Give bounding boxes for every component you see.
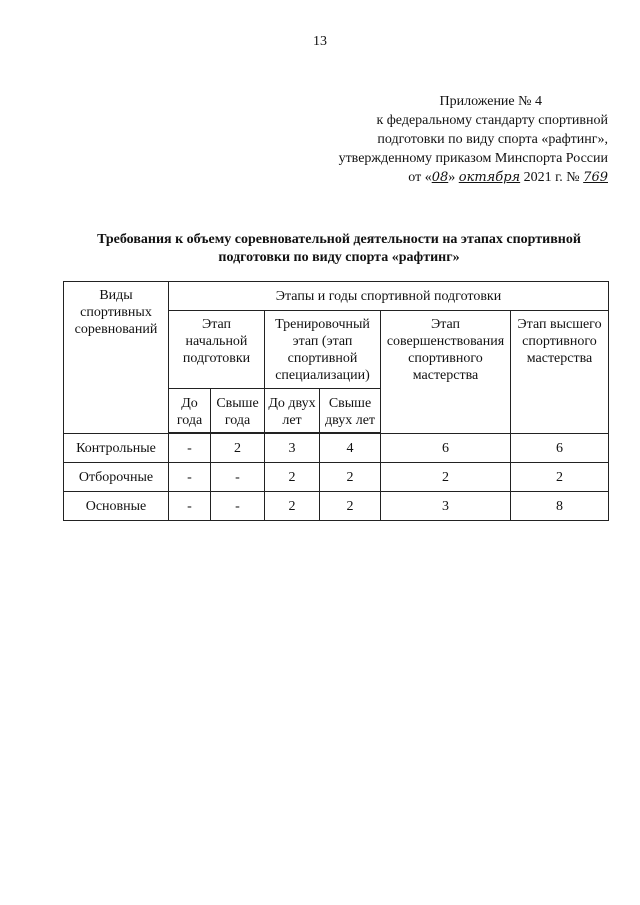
appendix-line: к федеральному стандарту спортивной <box>376 113 608 128</box>
table-cell: - <box>211 463 265 492</box>
table-cell: 4 <box>320 434 381 463</box>
table-cell: - <box>169 463 211 492</box>
header-stage-improvement: Этап совершенствования спортивного мастерства <box>381 311 511 434</box>
header-stage-initial: Этап начальной подготовки <box>169 311 265 389</box>
document-title: Требования к объему соревновательной деятельности на этапах спортивной подготовки по виду спорта «рафтинг» <box>97 232 581 265</box>
header-up-to-two-years: До двух лет <box>265 389 320 433</box>
table-cell: 2 <box>320 463 381 492</box>
requirements-table <box>63 281 609 521</box>
table-cell: 8 <box>511 492 609 521</box>
header-stage-training: Тренировочный этап (этап спортивной специализации) <box>265 311 381 389</box>
table-cell: 2 <box>265 492 320 521</box>
table-cell: 3 <box>265 434 320 463</box>
appendix-header <box>268 92 608 187</box>
page-number: 13 <box>313 34 327 49</box>
order-date-line <box>268 168 608 187</box>
appendix-line: подготовки по виду спорта «рафтинг», <box>377 132 608 147</box>
table-cell: 2 <box>211 434 265 463</box>
appendix-line: утвержденному приказом Минспорта России <box>338 151 608 166</box>
row-name: Основные <box>64 492 169 521</box>
date-prefix: от « <box>408 170 432 185</box>
table-cell: - <box>169 492 211 521</box>
table-row <box>64 463 609 492</box>
table-cell: - <box>169 434 211 463</box>
header-over-two-years: Свыше двух лет <box>320 389 381 433</box>
table-cell: 2 <box>320 492 381 521</box>
date-sep: » <box>448 170 456 185</box>
appendix-line: Приложение № 4 <box>439 94 542 109</box>
order-number-handwritten: 769 <box>583 170 608 185</box>
header-stages: Этапы и годы спортивной подготовки <box>169 282 609 311</box>
table-cell: 6 <box>381 434 511 463</box>
header-over-year: Свыше года <box>211 389 265 433</box>
row-name: Отборочные <box>64 463 169 492</box>
table-cell: 2 <box>265 463 320 492</box>
table-cell: 6 <box>511 434 609 463</box>
table-cell: - <box>211 492 265 521</box>
row-name: Контрольные <box>64 434 169 463</box>
date-year: 2021 г. № <box>523 170 580 185</box>
table-cell: 2 <box>381 463 511 492</box>
table-cell: 2 <box>511 463 609 492</box>
table-row <box>64 434 609 463</box>
table-header-row <box>64 282 609 311</box>
table-row <box>64 492 609 521</box>
date-month-handwritten: октября <box>458 170 521 185</box>
table-cell: 3 <box>381 492 511 521</box>
date-day-handwritten: 08 <box>431 170 449 185</box>
header-stage-higher: Этап высшего спортивного мастерства <box>511 311 609 434</box>
header-up-to-year: До года <box>169 389 211 433</box>
header-competition-types: Виды спортивных соревнований <box>64 282 169 434</box>
